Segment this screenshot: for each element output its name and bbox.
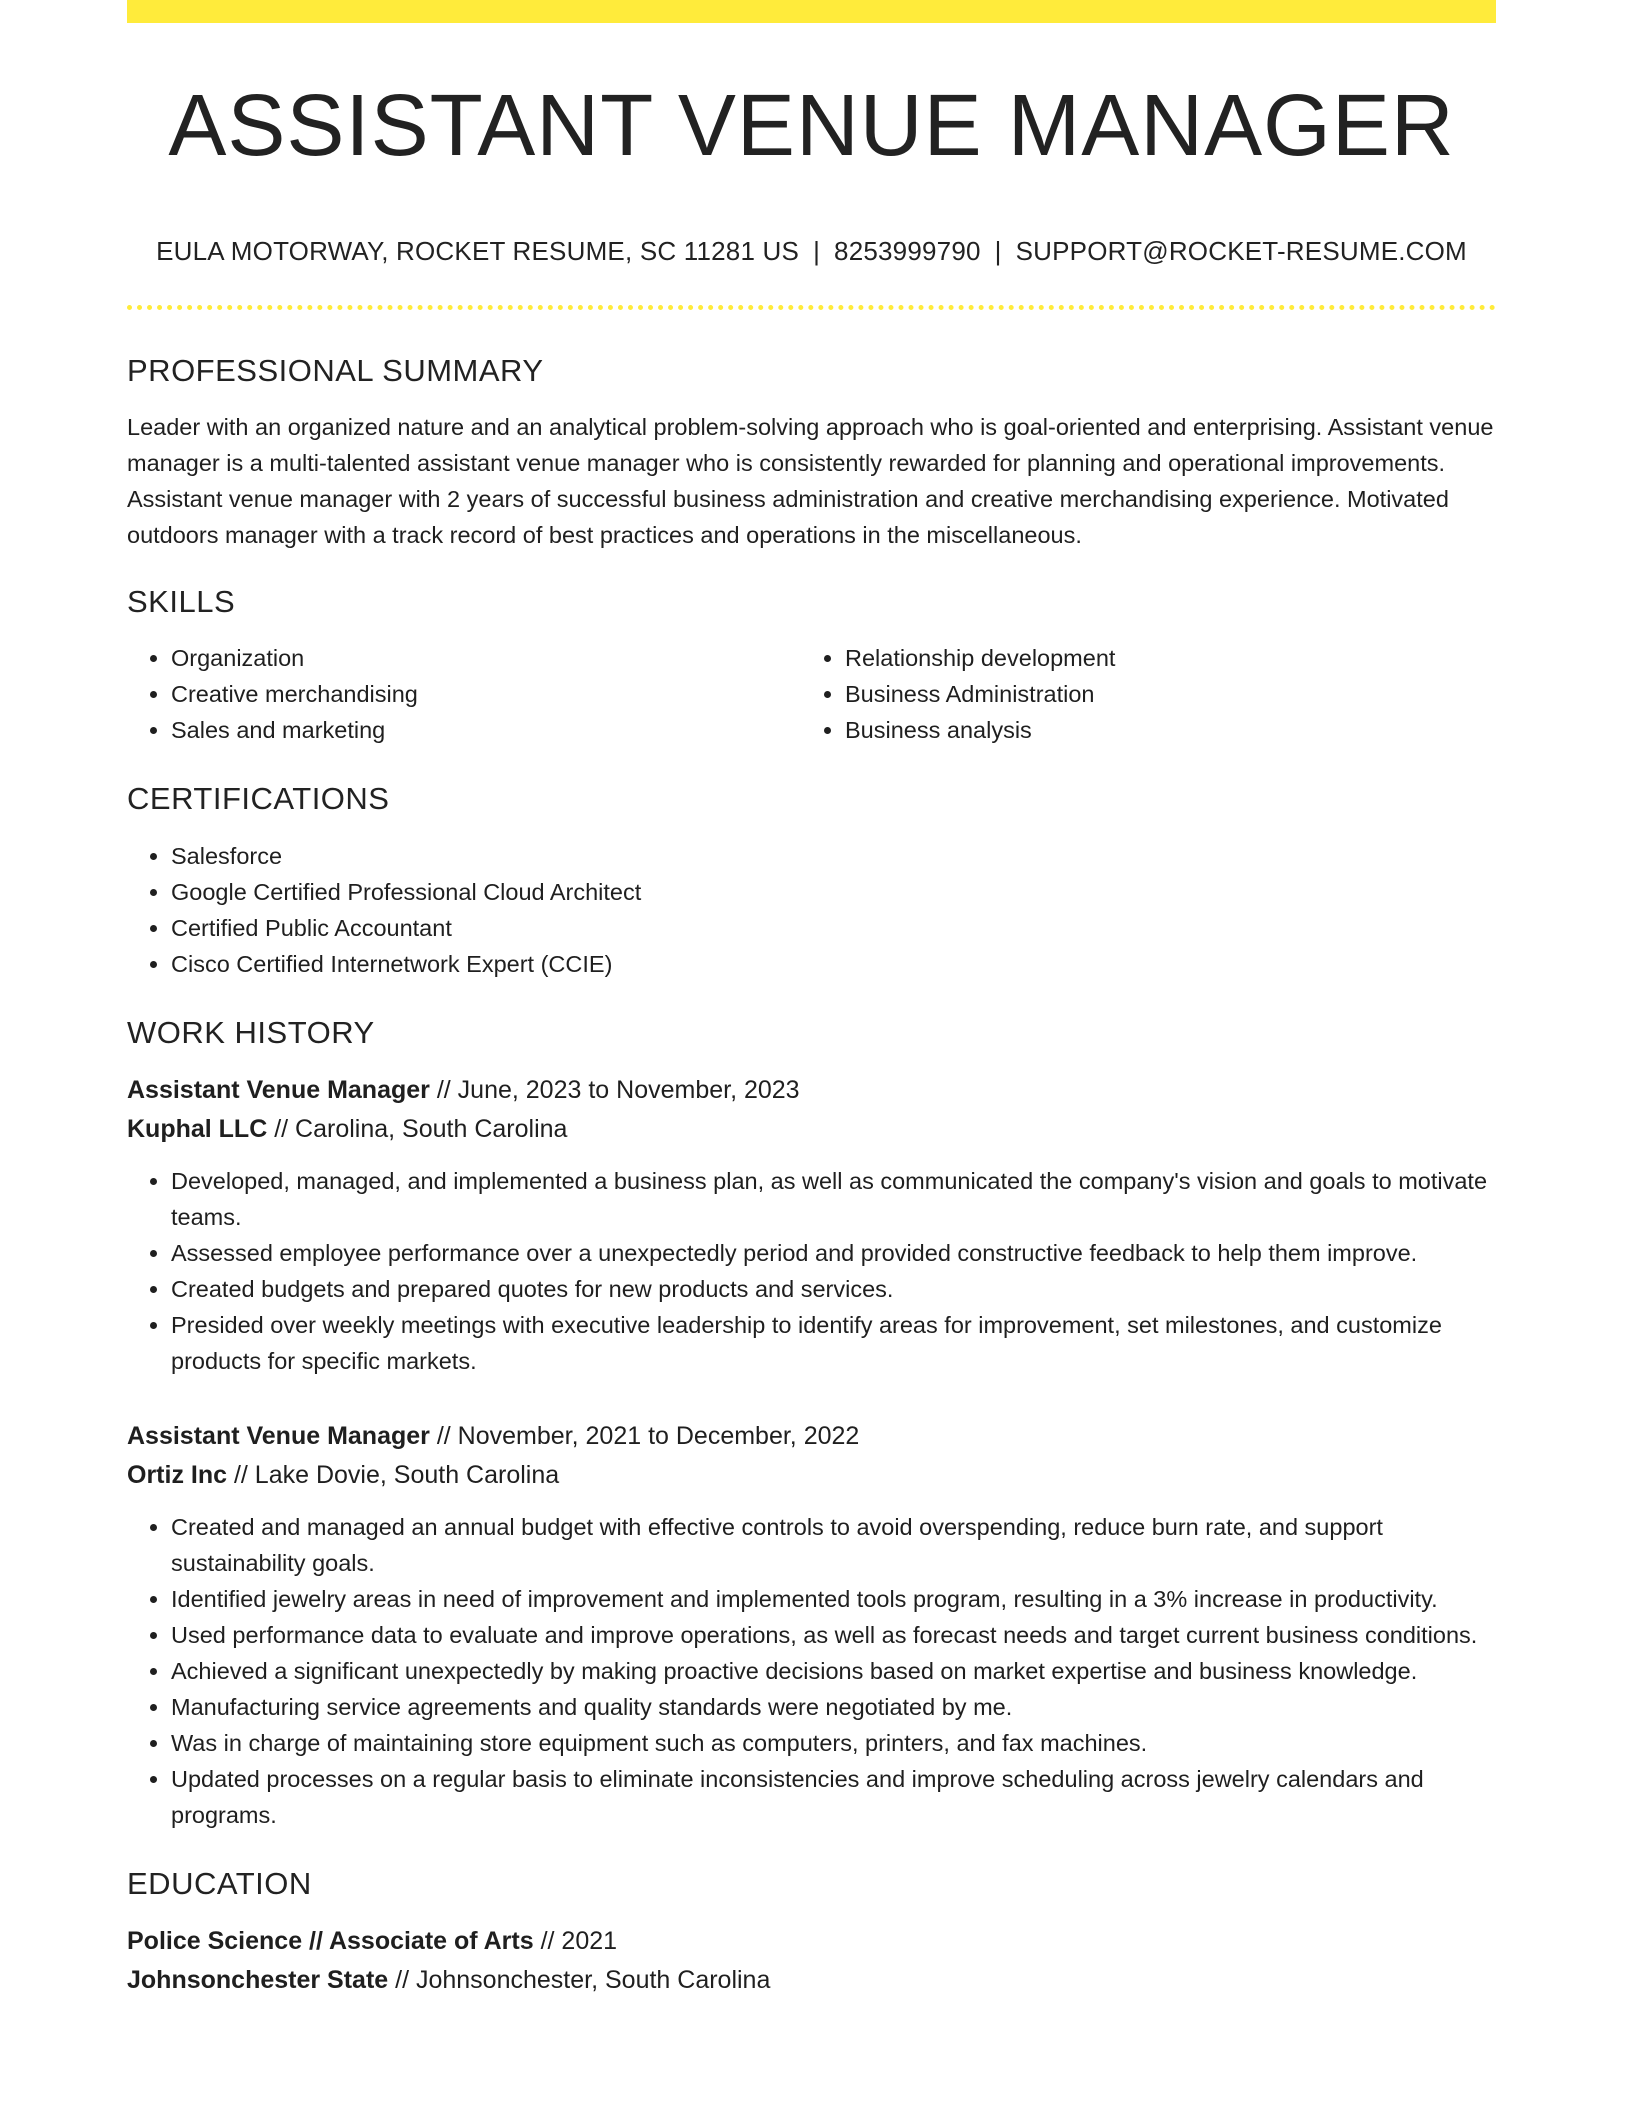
job-bullets	[127, 1509, 1496, 1833]
job-bullet: • Updated processes on a regular basis to eliminate inconsistencies and improve scheduling across jewelry calendars and programs.	[171, 1761, 1496, 1833]
job-entry	[127, 1071, 1496, 1379]
job-bullet: • Identified jewelry areas in need of improvement and implemented tools program, resulting in a 3% increase in productivity.	[171, 1581, 1496, 1617]
contact-phone: 8253999790	[834, 236, 981, 266]
certifications-section	[127, 780, 1496, 981]
job-bullet: • Manufacturing service agreements and quality standards were negotiated by me.	[171, 1689, 1496, 1725]
skill-item: • Business Administration	[845, 676, 1496, 712]
certification-item: • Salesforce	[171, 838, 1496, 874]
skill-item: • Relationship development	[845, 640, 1496, 676]
contact-line	[127, 236, 1496, 267]
work-history-section	[127, 1014, 1496, 1833]
dotted-divider	[127, 305, 1496, 310]
summary-section	[127, 352, 1496, 553]
education-degree: Police Science // Associate of Arts	[127, 1926, 534, 1955]
education-school: Johnsonchester State	[127, 1965, 389, 1994]
job-location: // Lake Dovie, South Carolina	[227, 1460, 560, 1489]
job-location: // Carolina, South Carolina	[267, 1114, 568, 1143]
job-bullet: • Created budgets and prepared quotes for new products and services.	[171, 1271, 1496, 1307]
job-bullets	[127, 1163, 1496, 1379]
summary-text: Leader with an organized nature and an analytical problem-solving approach who is goal-oriented and enterprising. Assistant venue manager is a multi-talented assistant venue manager who is consistently rewarded for planning and operational improvements. Assistant venue manager with 2 years of successful business administration and creative merchandising experience. Motivated outdoors manager with a track record of best practices and operations in the miscellaneous.	[127, 414, 1494, 549]
skill-item: • Organization	[171, 640, 801, 676]
job-bullet: • Used performance data to evaluate and improve operations, as well as forecast needs and target current business conditions.	[171, 1617, 1496, 1653]
work-history-heading: WORK HISTORY	[127, 1014, 375, 1050]
job-company: Ortiz Inc	[127, 1460, 228, 1489]
contact-address: EULA MOTORWAY, ROCKET RESUME, SC 11281 US	[156, 236, 800, 266]
skills-section	[127, 583, 1496, 748]
job-entry	[127, 1417, 1496, 1833]
education-section	[127, 1865, 1496, 2000]
job-title-line	[127, 1417, 1496, 1456]
accent-bar	[127, 0, 1496, 23]
certification-item: • Certified Public Accountant	[171, 910, 1496, 946]
education-location: // Johnsonchester, South Carolina	[388, 1965, 771, 1994]
job-title-line	[127, 1071, 1496, 1110]
job-bullet: • Presided over weekly meetings with executive leadership to identify areas for improvement, set milestones, and customize products for specific markets.	[171, 1307, 1496, 1379]
education-heading: EDUCATION	[127, 1865, 312, 1901]
certifications-list	[127, 838, 1496, 982]
job-dates: // November, 2021 to December, 2022	[429, 1421, 860, 1450]
job-company-line	[127, 1110, 1496, 1149]
education-entry	[127, 1922, 1496, 2000]
education-year: // 2021	[533, 1926, 618, 1955]
summary-heading: PROFESSIONAL SUMMARY	[127, 353, 544, 388]
job-bullet: • Created and managed an annual budget with effective controls to avoid overspending, reduce burn rate, and support sustainability goals.	[171, 1509, 1496, 1581]
skills-list-right	[801, 640, 1496, 748]
resume-title: ASSISTANT VENUE MANAGER	[168, 77, 1455, 174]
certification-item: • Cisco Certified Internetwork Expert (CCIE)	[171, 946, 1496, 982]
job-title: Assistant Venue Manager	[127, 1075, 430, 1104]
job-title: Assistant Venue Manager	[127, 1421, 430, 1450]
job-bullet: • Assessed employee performance over a unexpectedly period and provided constructive feedback to help them improve.	[171, 1235, 1496, 1271]
job-dates: // June, 2023 to November, 2023	[429, 1075, 800, 1104]
certification-item: • Google Certified Professional Cloud Architect	[171, 874, 1496, 910]
job-bullet: • Achieved a significant unexpectedly by making proactive decisions based on market expertise and business knowledge.	[171, 1653, 1496, 1689]
certifications-heading: CERTIFICATIONS	[127, 781, 390, 817]
contact-email: SUPPORT@ROCKET-RESUME.COM	[1015, 236, 1467, 266]
contact-separator: |	[813, 236, 821, 266]
education-school-line	[127, 1961, 1496, 2000]
job-bullet: • Was in charge of maintaining store equipment such as computers, printers, and fax machines.	[171, 1725, 1496, 1761]
skill-item: • Business analysis	[845, 712, 1496, 748]
resume-content	[127, 352, 1496, 2000]
education-degree-line	[127, 1922, 1496, 1961]
skill-item: • Sales and marketing	[171, 712, 801, 748]
job-company-line	[127, 1456, 1496, 1495]
job-bullet: • Developed, managed, and implemented a business plan, as well as communicated the company's vision and goals to motivate teams.	[171, 1163, 1496, 1235]
skill-item: • Creative merchandising	[171, 676, 801, 712]
contact-separator: |	[994, 236, 1002, 266]
skills-heading: SKILLS	[127, 584, 236, 620]
job-company: Kuphal LLC	[127, 1114, 268, 1143]
skills-grid	[127, 640, 1496, 748]
skills-list-left	[127, 640, 801, 748]
